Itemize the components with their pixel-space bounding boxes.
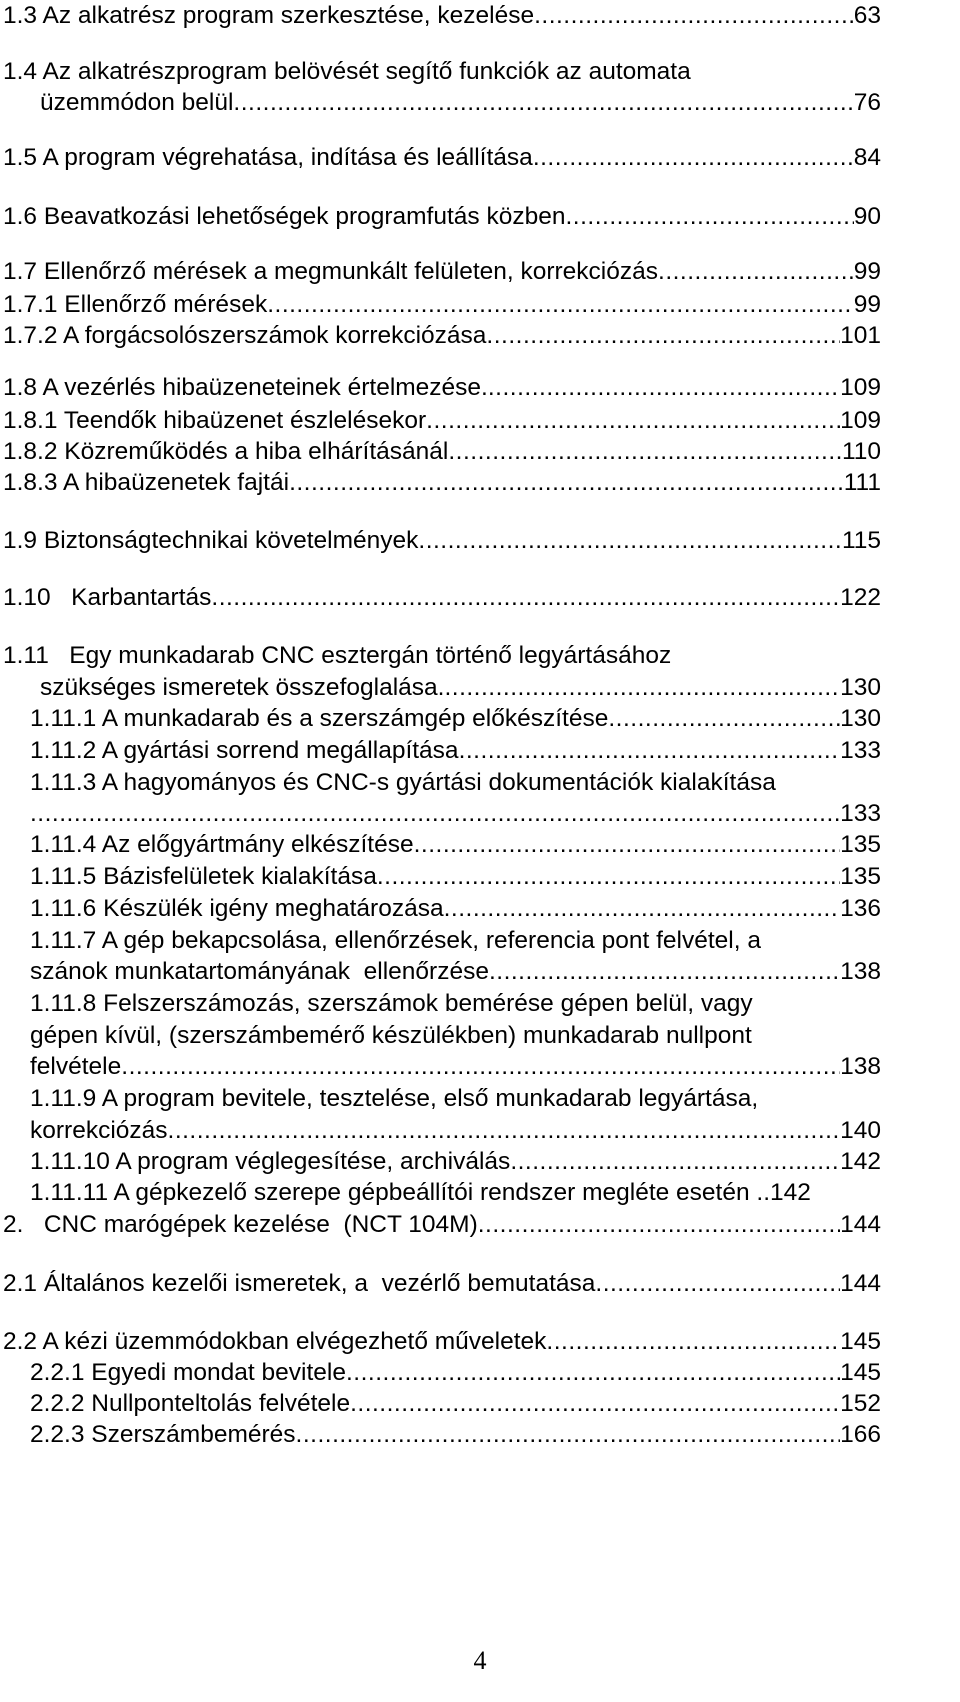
toc-entry: 1.8.2 Közreműködés a hiba elhárításánál ..... 110 [3, 436, 881, 467]
toc-entry: 1.11.7 A gép bekapcsolása, ellenőrzések, referencia pont felvétel, a [30, 927, 761, 954]
dot-leader [377, 861, 840, 892]
toc-entry: felvétele ..... 138 [30, 1051, 881, 1082]
toc-entry: 1.5 A program végrehatása, indítása és leállítása ..... 84 [3, 142, 881, 173]
dot-leader [510, 1146, 840, 1177]
dot-leader [426, 405, 840, 436]
toc-entry: 1.9 Biztonságtechnikai követelmények ..... 115 [3, 525, 881, 556]
dot-leader [296, 1419, 841, 1450]
toc-entry: 1.8 A vezérlés hibaüzeneteinek értelmezése. ..... 109 [3, 372, 881, 403]
toc-entry: 1.11.4 Az előgyártmány elkészítése ..... 135 [30, 829, 881, 860]
toc-entry: 1.11.3 A hagyományos és CNC-s gyártási dokumentációk kialakítása [30, 769, 776, 796]
dot-leader [211, 582, 840, 613]
toc-entry: 2.2.2 Nullponteltolás felvétele ..... 152 [30, 1388, 881, 1419]
dot-leader [30, 798, 840, 829]
dot-leader [533, 142, 854, 173]
dot-leader [478, 1209, 840, 1240]
toc-entry: 1.10 Karbantartás ..... 122 [3, 582, 881, 613]
toc-entry: 1.7.2 A forgácsolószerszámok korrekciózása ..... 101 [3, 320, 881, 351]
toc-entry: 2. CNC marógépek kezelése (NCT 104M) ..... 144 [3, 1209, 881, 1240]
toc-entry: 1.7.1 Ellenőrző mérések ..... 99 [3, 289, 881, 320]
toc-entry: 1.11.11 A gépkezelő szerepe gépbeállítói rendszer megléte esetén .. 142 [30, 1179, 811, 1206]
toc-entry: ..... 133 [30, 798, 881, 829]
dot-leader [546, 1326, 840, 1357]
toc-entry: 1.11.8 Felszerszámozás, szerszámok bemérése gépen belül, vagy [30, 990, 753, 1017]
dot-leader [346, 1357, 840, 1388]
dot-leader [565, 201, 853, 232]
toc-entry: 1.11.5 Bázisfelületek kialakítása ..... 135 [30, 861, 881, 892]
toc-entry: 1.11.2 A gyártási sorrend megállapítása ..... 133 [30, 735, 881, 766]
dot-leader [168, 1115, 841, 1146]
toc-entry: szükséges ismeretek összefoglalása. ..... 130 [40, 672, 881, 703]
toc-entry: 1.7 Ellenőrző mérések a megmunkált felületen, korrekciózás ..... 99 [3, 256, 881, 287]
dot-leader [459, 735, 841, 766]
toc-entry: 2.2.1 Egyedi mondat bevitele ..... 145 [30, 1357, 881, 1388]
toc-entry: 2.2 A kézi üzemmódokban elvégezhető műveletek ..... 145 [3, 1326, 881, 1357]
dot-leader [595, 1268, 840, 1299]
toc-entry: 1.3 Az alkatrész program szerkesztése, kezelése ..... 63 [3, 0, 881, 31]
toc-entry: 1.11 Egy munkadarab CNC esztergán történő legyártásához [3, 642, 672, 669]
toc-entry: 2.1 Általános kezelői ismeretek, a vezérlő bemutatása ..... 144 [3, 1268, 881, 1299]
dot-leader [534, 0, 854, 31]
toc-entry: 1.8.1 Teendők hibaüzenet észlelésekor ..... 109 [3, 405, 881, 436]
toc-entry: korrekciózás ..... 140 [30, 1115, 881, 1146]
toc-entry: 1.11.6 Készülék igény meghatározása ..... 136 [30, 893, 881, 924]
toc-entry: 1.11.1 A munkadarab és a szerszámgép előkészítése ..... 130 [30, 703, 881, 734]
toc-entry: gépen kívül, (szerszámbemérő készülékben) munkadarab nullpont [30, 1022, 752, 1049]
dot-leader [233, 87, 853, 118]
toc-entry: szánok munkatartományának ellenőrzése ..... 138 [30, 956, 881, 987]
page-number: 4 [473, 1646, 487, 1675]
dot-leader [121, 1051, 840, 1082]
toc-entry: 2.2.3 Szerszámbemérés ..... 166 [30, 1419, 881, 1450]
dot-leader [289, 467, 844, 498]
dot-leader [486, 320, 840, 351]
dot-leader [658, 256, 854, 287]
toc-entry: 1.11.10 A program véglegesítése, archiválás ..... 142 [30, 1146, 881, 1177]
dot-leader [414, 829, 841, 860]
toc-entry: üzemmódon belül ..... 76 [40, 87, 881, 118]
dot-leader [444, 672, 840, 703]
dot-leader [267, 289, 854, 320]
dot-leader [444, 893, 841, 924]
dot-leader [608, 703, 840, 734]
toc-entry: 1.8.3 A hibaüzenetek fajtái ..... 111 [3, 467, 881, 498]
dot-leader [488, 372, 840, 403]
dot-leader [350, 1388, 840, 1419]
toc-entry: 1.6 Beavatkozási lehetőségek programfutás közben ..... 90 [3, 201, 881, 232]
toc-entry: 1.4 Az alkatrészprogram belövését segítő funkciók az automata [3, 58, 691, 85]
toc-entry: 1.11.9 A program bevitele, tesztelése, első munkadarab legyártása, [30, 1085, 759, 1112]
dot-leader [448, 436, 842, 467]
dot-leader [418, 525, 842, 556]
dot-leader [489, 956, 840, 987]
